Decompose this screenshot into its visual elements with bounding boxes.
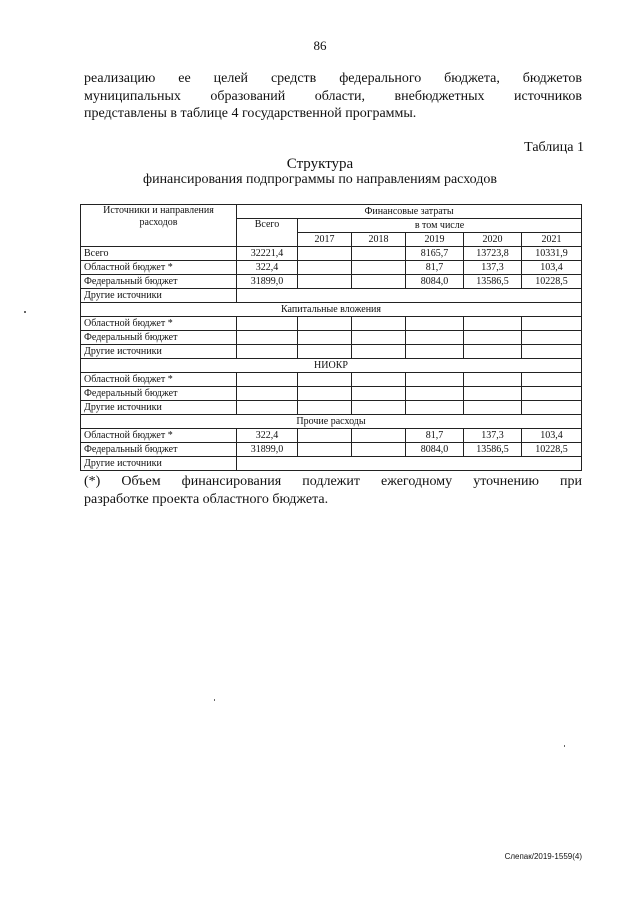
cell-2021: 103,4 (522, 429, 582, 443)
section-row (81, 359, 582, 373)
cell-2020: 137,3 (464, 429, 522, 443)
page-number: 86 (313, 38, 327, 53)
header-year: 2018 (352, 233, 406, 247)
cell-2020: 137,3 (464, 261, 522, 275)
cell-2019: 8165,7 (406, 247, 464, 261)
cell-2018 (352, 247, 406, 261)
table-row (81, 401, 582, 415)
row-label: Областной бюджет * (81, 373, 237, 387)
header-sources: Источники и направления расходов (81, 205, 237, 247)
table-row (81, 457, 582, 471)
header-total: Всего (237, 219, 298, 247)
cell-total: 322,4 (237, 261, 298, 275)
cell-2017 (298, 443, 352, 457)
row-label: Федеральный бюджет (81, 443, 237, 457)
cell-2017 (298, 261, 352, 275)
row-label: Другие источники (81, 457, 237, 471)
row-label: Областной бюджет * (81, 317, 237, 331)
financing-table (80, 204, 582, 471)
cell-2019: 81,7 (406, 429, 464, 443)
table-label: Таблица 1 (524, 140, 584, 155)
table-row (81, 345, 582, 359)
header-year: 2017 (298, 233, 352, 247)
row-label: Федеральный бюджет (81, 275, 237, 289)
table-row (81, 387, 582, 401)
intro-paragraph (84, 70, 582, 123)
empty-cells (237, 457, 582, 471)
cell-2020: 13723,8 (464, 247, 522, 261)
cell-2021: 10228,5 (522, 275, 582, 289)
row-label: Федеральный бюджет (81, 331, 237, 345)
cell-2018 (352, 443, 406, 457)
cell-total: 31899,0 (237, 443, 298, 457)
cell-2019: 8084,0 (406, 443, 464, 457)
table-row (81, 275, 582, 289)
section-other: Прочие расходы (81, 415, 582, 429)
header-year: 2020 (464, 233, 522, 247)
document-stamp: Слепак/2019-1559(4) (504, 852, 582, 861)
row-label: Федеральный бюджет (81, 387, 237, 401)
cell-total: 31899,0 (237, 275, 298, 289)
cell-2017 (298, 429, 352, 443)
table-row (81, 443, 582, 457)
row-label: Областной бюджет * (81, 429, 237, 443)
scan-speck (564, 745, 565, 747)
section-capital: Капитальные вложения (81, 303, 582, 317)
cell-2021: 10228,5 (522, 443, 582, 457)
intro-line: муниципальных образований области, внебюджетных источников (84, 88, 582, 104)
empty-cells (237, 289, 582, 303)
cell-2020: 13586,5 (464, 443, 522, 457)
table-title: Структура (286, 156, 354, 172)
table-row (81, 289, 582, 303)
cell-2020: 13586,5 (464, 275, 522, 289)
scan-speck (24, 311, 26, 313)
header-costs: Финансовые затраты (237, 205, 582, 219)
cell-2017 (298, 275, 352, 289)
row-label: Областной бюджет * (81, 261, 237, 275)
cell-2019: 81,7 (406, 261, 464, 275)
cell-2017 (298, 247, 352, 261)
table-subtitle: финансирования подпрограммы по направлениям расходов (143, 172, 497, 187)
cell-2018 (352, 261, 406, 275)
cell-2018 (352, 429, 406, 443)
section-row (81, 303, 582, 317)
footnote-line: разработке проекта областного бюджета. (84, 491, 329, 507)
cell-total: 322,4 (237, 429, 298, 443)
section-row (81, 415, 582, 429)
cell-total: 32221,4 (237, 247, 298, 261)
scan-speck (214, 699, 215, 701)
table-row (81, 247, 582, 261)
row-label: Другие источники (81, 345, 237, 359)
table-row (81, 261, 582, 275)
header-including: в том числе (298, 219, 582, 233)
row-label: Другие источники (81, 401, 237, 415)
cell-2021: 103,4 (522, 261, 582, 275)
row-label: Другие источники (81, 289, 237, 303)
footnote-paragraph (84, 473, 582, 508)
header-year: 2019 (406, 233, 464, 247)
footnote-line: (*) Объем финансирования подлежит ежегодному уточнению при (84, 474, 582, 489)
table-row (81, 331, 582, 345)
cell-2018 (352, 275, 406, 289)
intro-line: представлены в таблице 4 государственной программы. (84, 106, 417, 121)
cell-2021: 10331,9 (522, 247, 582, 261)
section-niokr: НИОКР (81, 359, 582, 373)
table-row (81, 429, 582, 443)
header-year: 2021 (522, 233, 582, 247)
table-row (81, 373, 582, 387)
cell-2019: 8084,0 (406, 275, 464, 289)
intro-line: реализацию ее целей средств федерального бюджета, бюджетов (84, 71, 582, 86)
row-label: Всего (81, 247, 237, 261)
table-row (81, 317, 582, 331)
